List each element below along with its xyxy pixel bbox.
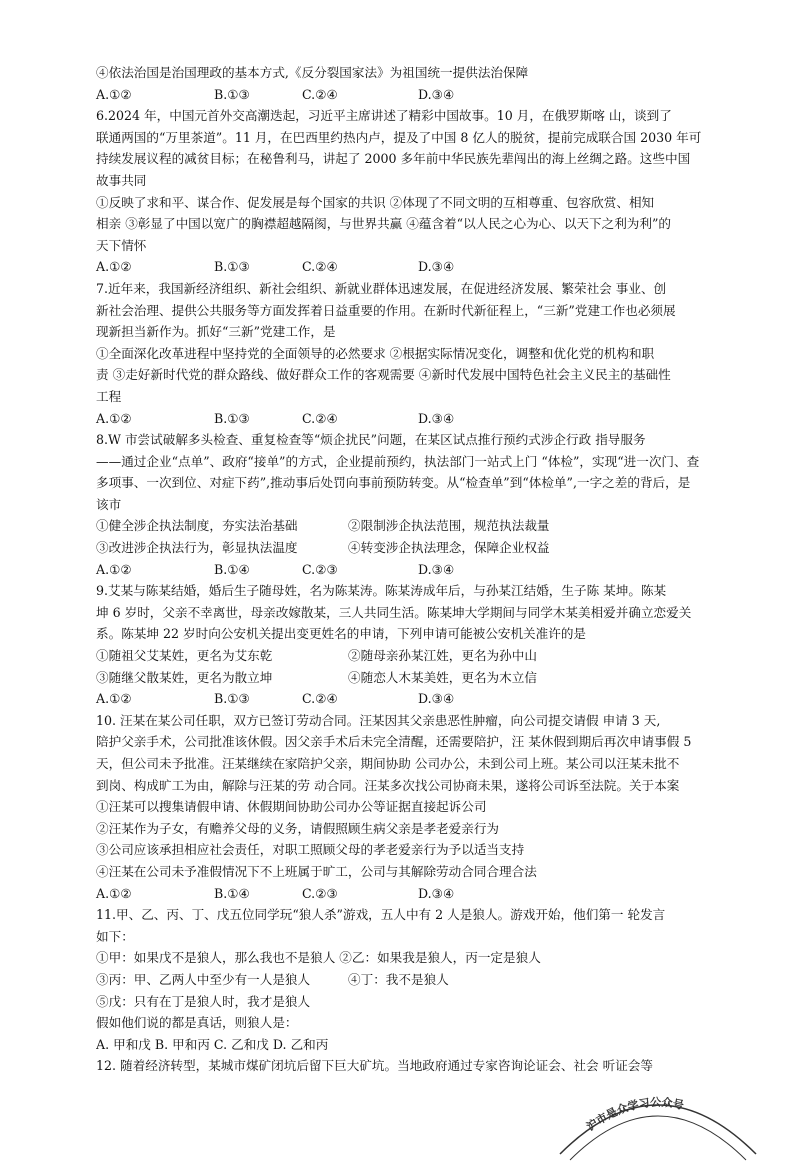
- text-line: ——通过企业“点单”、政府“接单”的方式，企业提前预约，执法部门一站式上门 “体检”，实现“进一次门、查: [96, 453, 700, 469]
- statement: ②随母亲孙某江姓，更名为孙中山: [348, 648, 537, 664]
- statement: ①健全涉企执法制度，夯实法治基础: [96, 518, 298, 534]
- answer-option: D.③④: [418, 259, 455, 275]
- answer-option: A.①②: [96, 691, 132, 707]
- text-line: 10. 汪某在某公司任职，双方已签订劳动合同。汪某因其父亲患恶性肿瘤，向公司提交请假 申请 3 天,: [96, 712, 661, 728]
- text-line: 如下：: [96, 928, 134, 944]
- text-line: ⑤戊：只有在丁是狼人时，我才是狼人: [96, 993, 311, 1009]
- statement: ④随恋人木某美姓，更名为木立信: [348, 669, 537, 685]
- answer-option: D.③④: [418, 691, 455, 707]
- answer-options: [96, 256, 728, 278]
- statement-pair: [96, 537, 728, 559]
- text-line: 该市: [96, 496, 122, 512]
- answer-option: A.①②: [96, 410, 132, 426]
- statement: ④转变涉企执法理念，保障企业权益: [348, 540, 550, 556]
- statement: ④丁：我不是狼人: [348, 971, 449, 987]
- text-line: 假如他们说的都是真话，则狼人是：: [96, 1015, 298, 1031]
- statement: ②限制涉企执法范围，规范执法裁量: [348, 518, 550, 534]
- answer-option: C.②③: [302, 885, 338, 901]
- answer-option: B.①④: [214, 561, 250, 577]
- answer-option: B.①③: [214, 691, 250, 707]
- answer-options: [96, 883, 728, 905]
- text-line: 8.W 市尝试破解多头检查、重复检查等“烦企扰民”问题，在某区试点推行预约式涉企行政 指导服务: [96, 432, 646, 448]
- text-line: 现新担当新作为。抓好“三新”党建工作，是: [96, 324, 336, 340]
- text-line: 持续发展议程的减贫目标；在秘鲁利马，讲起了 2000 多年前中华民族先辈闯出的海上丝绸之路。这些中国: [96, 151, 691, 167]
- statement-pair: [96, 969, 728, 991]
- text-line: 坤 6 岁时，父亲不幸离世，母亲改嫁散某，三人共同生活。陈某坤大学期间与同学木某美相爱并确立恋爱关: [96, 604, 692, 620]
- answer-option: C.②③: [302, 561, 338, 577]
- answer-option: C.②④: [302, 691, 338, 707]
- text-line: 多项事、一次到位、对症下药”,推动事后处罚向事前预防转变。从“检查单”到“体检单”,一字之差的背后，是: [96, 475, 691, 491]
- svg-text:沪市是众学习公众号: [584, 1095, 686, 1134]
- text-line: 陪护父亲手术，公司批准该休假。因父亲手术后未完全清醒，还需要陪护，汪 某休假到期后再次申请事假 5: [96, 734, 692, 750]
- stamp-watermark: [548, 1062, 768, 1172]
- text-line: ④依法治国是治国理政的基本方式,《反分裂国家法》为祖国统一提供法治保障: [96, 65, 529, 80]
- text-line: 天下情怀: [96, 237, 147, 253]
- answer-options: [96, 408, 728, 430]
- statement: ③随继父散某姓，更名为散立坤: [96, 669, 273, 685]
- text-line: 工程: [96, 388, 122, 404]
- answer-option: D.③④: [418, 86, 455, 102]
- text-line: 联通两国的“万里茶道”。11 月，在巴西里约热内卢，提及了中国 8 亿人的脱贫，提前完成联合国 2030 年可: [96, 129, 702, 145]
- text-line: ①全面深化改革进程中坚持党的全面领导的必然要求 ②根据实际情况变化，调整和优化党的机构和职: [96, 345, 655, 361]
- text-line: 11.甲、乙、丙、丁、戊五位同学玩“狼人杀”游戏，五人中有 2 人是狼人。游戏开始，他们第一 轮发言: [96, 907, 666, 923]
- text-line: A. 甲和戊 B. 甲和丙 C. 乙和戊 D. 乙和丙: [96, 1036, 329, 1052]
- answer-option: D.③④: [418, 885, 455, 901]
- answer-option: B.①④: [214, 885, 250, 901]
- statement-pair: [96, 515, 728, 537]
- text-line: ③公司应该承担相应社会责任，对职工照顾父母的孝老爱亲行为予以适当支持: [96, 842, 525, 858]
- statement-pair: [96, 645, 728, 667]
- statement: ③丙：甲、乙两人中至少有一人是狼人: [96, 971, 311, 987]
- text-line: 9.艾某与陈某结婚，婚后生子随母姓，名为陈某涛。陈某涛成年后，与孙某江结婚，生子陈 某坤。陈某: [96, 583, 667, 599]
- text-line: 7.近年来，我国新经济组织、新社会组织、新就业群体迅速发展，在促进经济发展、繁荣社会 事业、创: [96, 280, 667, 296]
- answer-option: B.①③: [214, 259, 250, 275]
- text-line: 6.2024 年，中国元首外交高潮迭起，习近平主席讲述了精彩中国故事。10 月，在俄罗斯喀 山，谈到了: [96, 108, 672, 124]
- answer-option: C.②④: [302, 259, 338, 275]
- text-line: ④汪某在公司未予准假情况下不上班属于旷工，公司与其解除劳动合同合理合法: [96, 863, 537, 879]
- statement: ①随祖父艾某姓，更名为艾东乾: [96, 648, 273, 664]
- answer-option: D.③④: [418, 410, 455, 426]
- answer-option: A.①②: [96, 86, 132, 102]
- text-line: 责 ③走好新时代党的群众路线、做好群众工作的客观需要 ④新时代发展中国特色社会主义民主的基础性: [96, 367, 671, 383]
- text-line: 天，但公司未予批准。汪某继续在家陪护父亲，期间协助 公司办公，未到公司上班。某公司以汪某未批不: [96, 756, 680, 771]
- answer-options: [96, 84, 728, 106]
- answer-option: C.②④: [302, 410, 338, 426]
- answer-option: A.①②: [96, 561, 132, 577]
- text-line: 故事共同: [96, 172, 147, 188]
- text-line: ①反映了求和平、谋合作、促发展是每个国家的共识 ②体现了不同文明的互相尊重、包容欣赏、相知: [96, 194, 655, 210]
- statement-pair: [96, 667, 728, 689]
- answer-option: A.①②: [96, 885, 132, 901]
- answer-option: D.③④: [418, 561, 455, 577]
- answer-option: A.①②: [96, 259, 132, 275]
- stamp-text: 沪市是众学习公众号: [584, 1095, 685, 1134]
- answer-option: C.②④: [302, 86, 338, 102]
- text-line: ①甲：如果戊不是狼人，那么我也不是狼人 ②乙：如果我是狼人，丙一定是狼人: [96, 950, 541, 966]
- answer-option: B.①③: [214, 86, 250, 102]
- text-line: 系。陈某坤 22 岁时向公安机关提出变更姓名的申请，下列申请可能被公安机关准许的是: [96, 626, 587, 642]
- statement: ③改进涉企执法行为，彰显执法温度: [96, 540, 298, 556]
- answer-option: B.①③: [214, 410, 250, 426]
- text-line: ②汪某作为子女，有赡养父母的义务，请假照顾生病父亲是孝老爱亲行为: [96, 820, 499, 836]
- stamp-icon: [548, 1062, 768, 1172]
- text-line: 12. 随着经济转型，某城市煤矿闭坑后留下巨大矿坑。当地政府通过专家咨询论证会、社会 听证会等: [96, 1058, 653, 1074]
- document-body: [96, 62, 728, 1077]
- text-line: 新社会治理、提供公共服务等方面发挥着日益重要的作用。在新时代新征程上，“三新”党建工作也必须展: [96, 302, 676, 318]
- text-line: ①汪某可以搜集请假申请、休假期间协助公司办公等证据直接起诉公司: [96, 799, 487, 815]
- answer-options: [96, 688, 728, 710]
- text-line: 相亲 ③彰显了中国以宽广的胸襟超越隔阂，与世界共赢 ④蕴含着“以人民之心为心、以天下之利为利”的: [96, 216, 672, 232]
- answer-options: [96, 559, 728, 581]
- text-line: 到岗、构成旷工为由，解除与汪某的劳 动合同。汪某多次找公司协商未果，遂将公司诉至法院。关于本案: [96, 777, 680, 793]
